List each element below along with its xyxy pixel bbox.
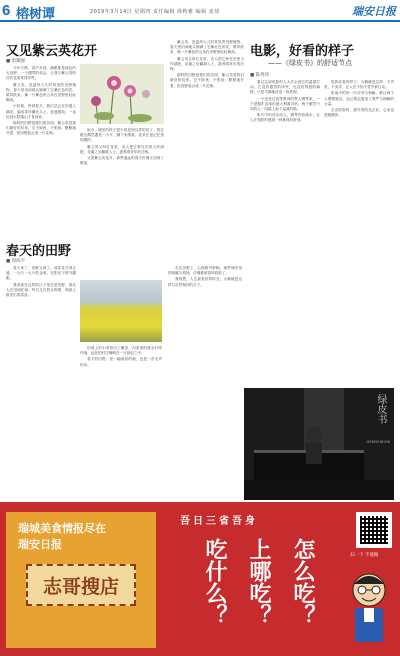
article1-column-2 xyxy=(80,128,164,226)
paragraph: 我喜欢在这样的日子里走进田野，看农人在田间忙碌，听鸟儿在枝头鸣唱，闻泥土散发出的清香。 xyxy=(6,282,76,298)
article2-column-1 xyxy=(250,80,320,380)
paragraph: 走出影院时，窗外的阳光正好，心里也是暖暖的。 xyxy=(324,108,394,118)
flower-photo xyxy=(80,64,164,124)
paragraph: 那时的田野是我们的乐园，紫云英是我们最好的玩伴。它不娇贵，不张扬，默默地开着，把田野装点成一片花海。 xyxy=(170,73,244,88)
paragraph: 旅途中的每一次冲突与和解，都让两个人慢慢靠近，也让观众看见了尊严与理解的分量。 xyxy=(324,91,394,106)
food-advertisement xyxy=(0,502,400,656)
paragraph: 电影好看的样子，大概就是这样：不声张，不卖弄，让人在不知不觉中被打动。 xyxy=(324,80,394,90)
book-title-overlay: 绿皮书 xyxy=(375,394,386,424)
rapeseed-field-photo xyxy=(80,280,162,342)
article1-column-1 xyxy=(6,66,76,226)
ad-question-what: 吃什么？ xyxy=(202,538,227,626)
paragraph: 紫云英又叫红花草，农人把它种在田里当作绿肥，花谢之后翻耕入土，滋养着来年的庄稼。 xyxy=(80,144,164,154)
article3-column-3 xyxy=(168,266,242,498)
cartoon-mascot-icon xyxy=(346,568,392,644)
paragraph: 如今，城里的孩子很少再见到这样的花了。我在路边偶然遇见一小片，蹲下来细看，花朵还是记忆里的模样。 xyxy=(80,128,164,143)
article1-byline: ■ 余耀强 xyxy=(6,59,26,64)
paragraph: 春天的田野，是一幅流动的画，也是一首无声的诗。 xyxy=(80,357,162,367)
ad-question-where: 上哪吃？ xyxy=(246,538,271,626)
article2-byline: ■ 陈秀珍 xyxy=(250,73,270,78)
qr-caption: 扫一下 不迷路 xyxy=(350,553,379,558)
paragraph: 紫云英，是温州人儿时常见的田野植物，春天里田间地头铺满了它紫红色的花，微风吹来，像一片紫色的云朵在田野里轻轻飘荡。 xyxy=(6,82,76,103)
section-title: 榕树谭 xyxy=(16,7,56,22)
paragraph: 影片中的音乐动人，钢琴声如流水，让人在观影时感到一种难得的舒适。 xyxy=(250,113,320,123)
article2-column-2 xyxy=(324,80,394,380)
paragraph: 田埂上的小草冒出了嫩芽，沟渠里的流水叮咚作响，远处的村庄掩映在一片绿色之中。 xyxy=(80,346,162,356)
ad-shop-sign: 志哥搜店 xyxy=(26,564,136,606)
article3-byline: ■ 周海平 xyxy=(6,259,26,264)
article3-column-2 xyxy=(80,346,162,498)
page-number: 6 xyxy=(2,2,11,19)
ad-headline-line1: 瑞城美食情报尽在 xyxy=(18,522,106,535)
ad-slogan-band: 吾日三省吾身 xyxy=(180,516,258,527)
book-subtitle-overlay: GREEN BOOK xyxy=(366,440,390,444)
article2-title: 电影，好看的样子 xyxy=(250,44,355,59)
ad-question-how: 怎么吃？ xyxy=(290,538,315,626)
piano-film-still xyxy=(244,388,394,500)
issue-meta: 2019年3月14日 星期四 责任编辑 徐秋雅 编辑 姜琦 xyxy=(90,9,220,15)
article3-column-1 xyxy=(6,266,76,498)
paragraph: 又见紫云英花开，那些遥远的春天仿佛又回到了眼前。 xyxy=(80,156,164,166)
ad-headline-line2: 瑞安日报 xyxy=(18,538,62,551)
paragraph: 看过这部电影的人大多会被它的温情打动。它没有激烈的冲突，也没有刻意的煽情，只是平静地讲述一段旅程。 xyxy=(250,80,320,95)
paragraph: 走在田野上，心情格外舒畅。那些城市里的喧嚣与烦恼，仿佛都被春风吹散了。 xyxy=(168,266,242,276)
ad-left-panel xyxy=(6,512,156,648)
newspaper-logo: 瑞安日报 xyxy=(352,5,396,18)
article1-title: 又见紫云英花开 xyxy=(6,44,98,59)
paragraph: 紫云英又叫红花草，农人把它种在田里当作绿肥，花谢之后翻耕入土，滋养着来年的庄稼。 xyxy=(170,56,244,72)
paragraph: 紫云英，是温州人儿时常见的田野植物，春天里田间地头铺满了它紫红色的花，微风吹来，像一片紫色的云朵在田野里轻轻飘荡。 xyxy=(170,40,244,55)
paragraph: 春天来了，田野又绿了。油菜花开得正盛，一大片一大片的金黄，在阳光下格外耀眼。 xyxy=(6,266,76,281)
paragraph: 一个是受过高等教育的黑人钢琴家，一个是粗犷直率的意大利裔司机，两个截然不同的人一同踏上南下巡演的路。 xyxy=(250,96,320,112)
article1-column-3 xyxy=(170,40,244,226)
paragraph: 小时候，每到春天，我们总会在田埂上摘花，编成花环戴在头上，追逐嬉戏，一直玩到太阳落山才肯回家。 xyxy=(6,104,76,119)
qr-code xyxy=(356,512,392,548)
paragraph: 今年天晴，春节未到，满眼都是绿色的大田野。一个偶然的机会，让我与紫云英的初次见面来得早些。 xyxy=(6,66,76,81)
paragraph: 那时的田野是我们的乐园，紫云英是我们最好的玩伴。它不娇贵，不张扬，默默地开着，把田野装点成一片花海。 xyxy=(6,121,76,136)
paragraph: 我常想，人生最美好的时光，大概就是这样与自然相伴的日子。 xyxy=(168,277,242,287)
article2-subhead: ——《绿皮书》的舒适节点 xyxy=(268,59,352,67)
page-header xyxy=(0,0,400,22)
article3-title: 春天的田野 xyxy=(6,244,72,259)
